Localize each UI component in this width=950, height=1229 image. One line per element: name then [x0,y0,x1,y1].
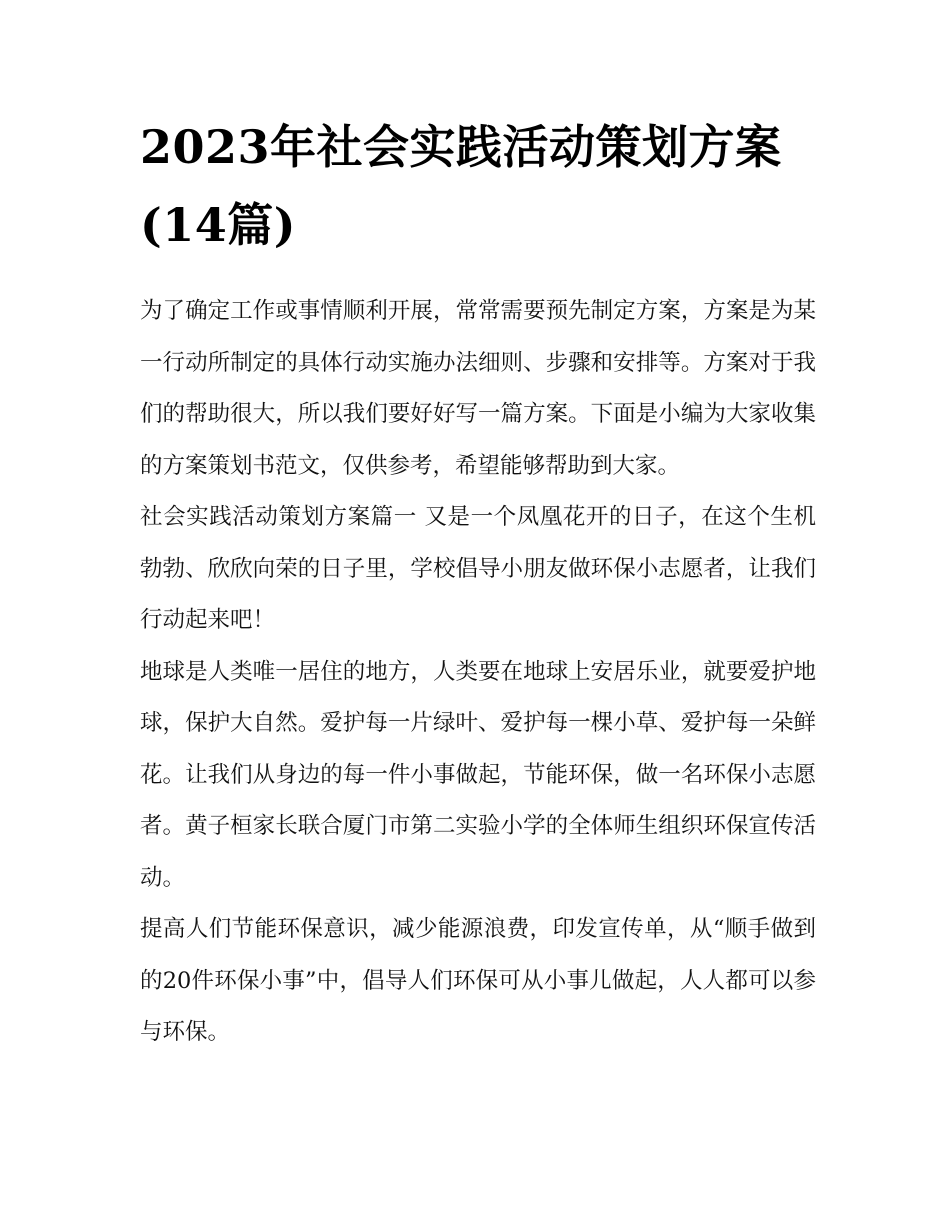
paragraph-awareness: 提高人们节能环保意识，减少能源浪费，印发宣传单，从“顺手做到的20件环保小事”中，倡导人们环保可从小事儿做起，人人都可以参与环保。 [140,916,816,1045]
document-page [140,108,816,1059]
paragraph-earth: 地球是人类唯一居住的地方，人类要在地球上安居乐业，就要爱护地球，保护大自然。爱护每一片绿叶、爱护每一棵小草、爱护每一朵鲜花。让我们从身边的每一件小事做起，节能环保，做一名环保小志愿者。黄子桓家长联合厦门市第二实验小学的全体师生组织环保宣传活动。 [140,658,816,891]
document-title: 2023年社会实践活动策划方案(14篇) [140,120,782,252]
paragraph-section-one: 社会实践活动策划方案篇一 又是一个凤凰花开的日子，在这个生机勃勃、欣欣向荣的日子里，学校倡导小朋友做环保小志愿者，让我们行动起来吧！ [140,504,816,633]
paragraph-intro: 为了确定工作或事情顺利开展，常常需要预先制定方案，方案是为某一行动所制定的具体行动实施办法细则、步骤和安排等。方案对于我们的帮助很大，所以我们要好好写一篇方案。下面是小编为大家收集的方案策划书范文，仅供参考，希望能够帮助到大家。 [140,298,816,479]
